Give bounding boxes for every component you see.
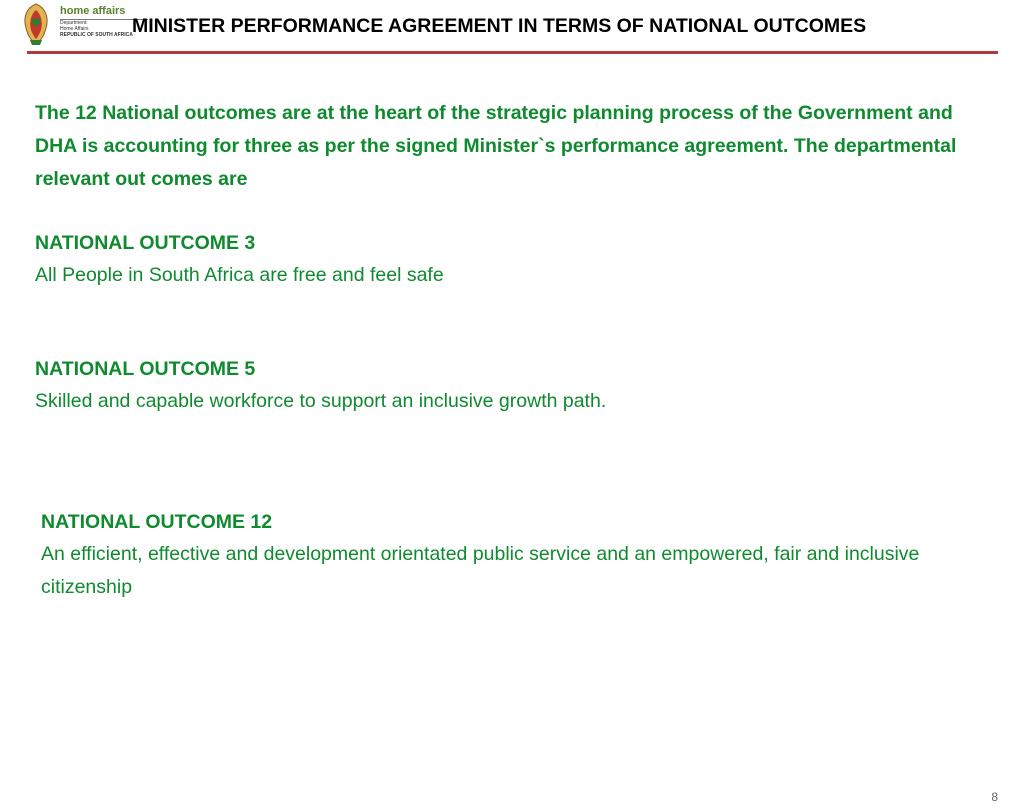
page-number: 8 [991, 790, 998, 804]
outcome-heading-3: NATIONAL OUTCOME 3 [35, 232, 256, 254]
outcome-text-3: All People in South Africa are free and feel safe [35, 264, 444, 286]
coat-of-arms-icon [18, 2, 54, 46]
logo-dept-line: Home Affairs [60, 26, 89, 32]
title-divider [27, 51, 998, 54]
intro-paragraph: The 12 National outcomes are at the heart of the strategic planning process of the Government and DHA is accounting for three as per the signed Minister`s performance agreement. The departmental relevant out comes are [35, 102, 957, 190]
page-title: MINISTER PERFORMANCE AGREEMENT IN TERMS OF NATIONAL OUTCOMES [132, 15, 867, 37]
logo-dept-line: Department: [60, 20, 88, 26]
outcome-text-12: An efficient, effective and development orientated public service and an empowered, fair and inclusive citizenship [41, 543, 920, 598]
home-affairs-logo [18, 2, 148, 48]
outcome-heading-12: NATIONAL OUTCOME 12 [41, 511, 273, 533]
outcome-text-5: Skilled and capable workforce to support an inclusive growth path. [35, 390, 607, 412]
outcome-heading-5: NATIONAL OUTCOME 5 [35, 358, 256, 380]
logo-brand-text: home affairs [60, 5, 126, 17]
logo-country-line: REPUBLIC OF SOUTH AFRICA [60, 32, 133, 38]
